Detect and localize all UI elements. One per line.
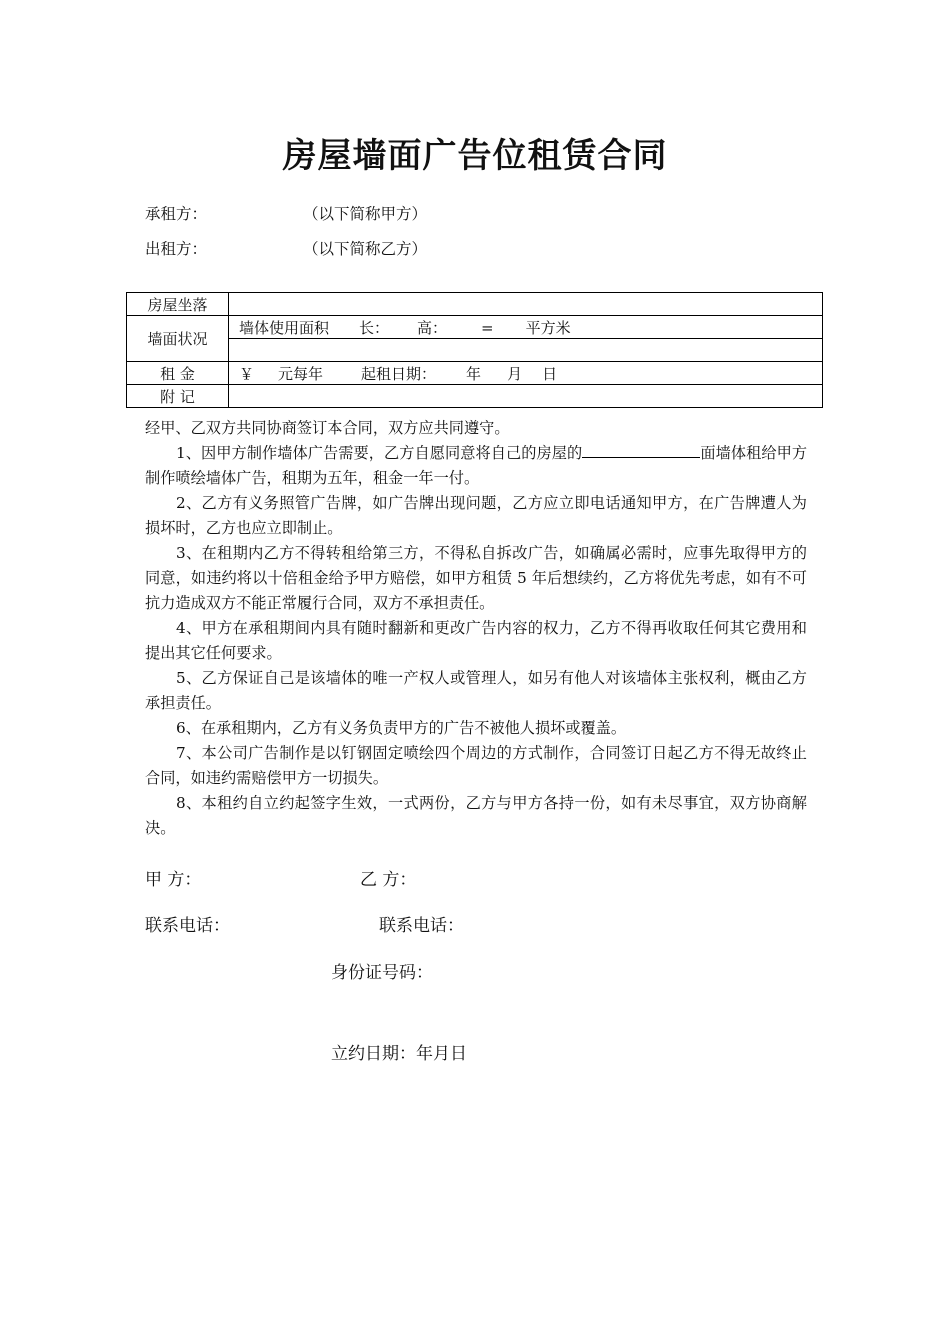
start-month: 月 (507, 364, 523, 383)
wall-height-label: 高： (417, 318, 448, 337)
location-row (127, 293, 823, 316)
rent-unit: 元每年 (278, 364, 324, 383)
clause-5: 5、乙方保证自己是该墙体的唯一产权人或管理人，如另有他人对该墙体主张权利，概由乙方承担责任。 (145, 669, 807, 712)
wall-row-2 (127, 339, 823, 362)
clause-1-part-b: 面墙体租给甲方制作喷绘墙体广告，租期为五年，租金一年一付。 (145, 444, 808, 487)
wall-label: 墙面状况 (127, 316, 229, 362)
clause-1-part-a: 1、因甲方制作墙体广告需要，乙方自愿同意将自己的房屋的 (176, 444, 583, 462)
blank-line (582, 442, 700, 458)
wall-length-label: 长： (359, 318, 390, 337)
clause-8: 8、本租约自立约起签字生效，一式两份，乙方与甲方各持一份，如有未尽事宜，双方协商解决。 (145, 794, 807, 837)
sign-date: 立约日期：年月日 (331, 1044, 467, 1064)
clause-1 (145, 441, 807, 491)
wall-area-label: 墙体使用面积 (239, 318, 330, 337)
page-title: 房屋墙面广告位租赁合同 (282, 136, 668, 176)
rent-cell (229, 362, 823, 385)
party-b-signature: 乙 方： (360, 870, 417, 890)
wall-row2-value (229, 339, 823, 362)
wall-equals: = (481, 318, 494, 337)
rent-row (127, 362, 823, 385)
info-table (126, 292, 823, 408)
location-label: 房屋坐落 (127, 293, 229, 316)
clause-6: 6、在承租期内，乙方有义务负责甲方的广告不被他人损坏或覆盖。 (176, 719, 627, 737)
contract-body (145, 416, 807, 841)
start-year: 年 (466, 364, 482, 383)
rent-label: 租 金 (127, 362, 229, 385)
lessor-label: 出租方： (145, 240, 208, 258)
lessor-note: （以下简称乙方） (303, 240, 428, 258)
lessee-note: （以下简称甲方） (303, 205, 428, 223)
clause-7: 7、本公司广告制作是以钉钢固定喷绘四个周边的方式制作，合同签订日起乙方不得无故终止合同，如违约需赔偿甲方一切损失。 (145, 744, 807, 787)
clause-2: 2、乙方有义务照管广告牌，如广告牌出现问题，乙方应立即电话通知甲方，在广告牌遭人为损坏时，乙方也应立即制止。 (145, 494, 807, 537)
party-a-phone: 联系电话： (145, 916, 230, 936)
note-row (127, 385, 823, 408)
wall-unit: 平方米 (525, 318, 571, 337)
party-a-signature: 甲 方： (145, 870, 202, 890)
intro-paragraph: 经甲、乙双方共同协商签订本合同，双方应共同遵守。 (145, 419, 510, 437)
rent-currency: ￥ (239, 364, 255, 383)
party-b-phone: 联系电话： (379, 916, 464, 936)
wall-area-cell (229, 316, 823, 339)
note-label: 附 记 (127, 385, 229, 408)
start-date-label: 起租日期： (361, 364, 437, 383)
clause-4: 4、甲方在承租期间内具有随时翻新和更改广告内容的权力，乙方不得再收取任何其它费用和提出其它任何要求。 (145, 619, 807, 662)
start-day: 日 (542, 364, 558, 383)
lessee-label: 承租方： (145, 205, 208, 223)
location-value (229, 293, 823, 316)
id-number-label: 身份证号码： (331, 963, 433, 983)
wall-row (127, 316, 823, 339)
note-value (229, 385, 823, 408)
clause-3: 3、在租期内乙方不得转租给第三方，不得私自拆改广告，如确属必需时，应事先取得甲方的同意，如违约将以十倍租金给予甲方赔偿，如甲方租赁 5 年后想续约，乙方将优先考虑，如有不可抗力造成双方不能正常履行合同，双方不承担责任。 (145, 544, 807, 612)
